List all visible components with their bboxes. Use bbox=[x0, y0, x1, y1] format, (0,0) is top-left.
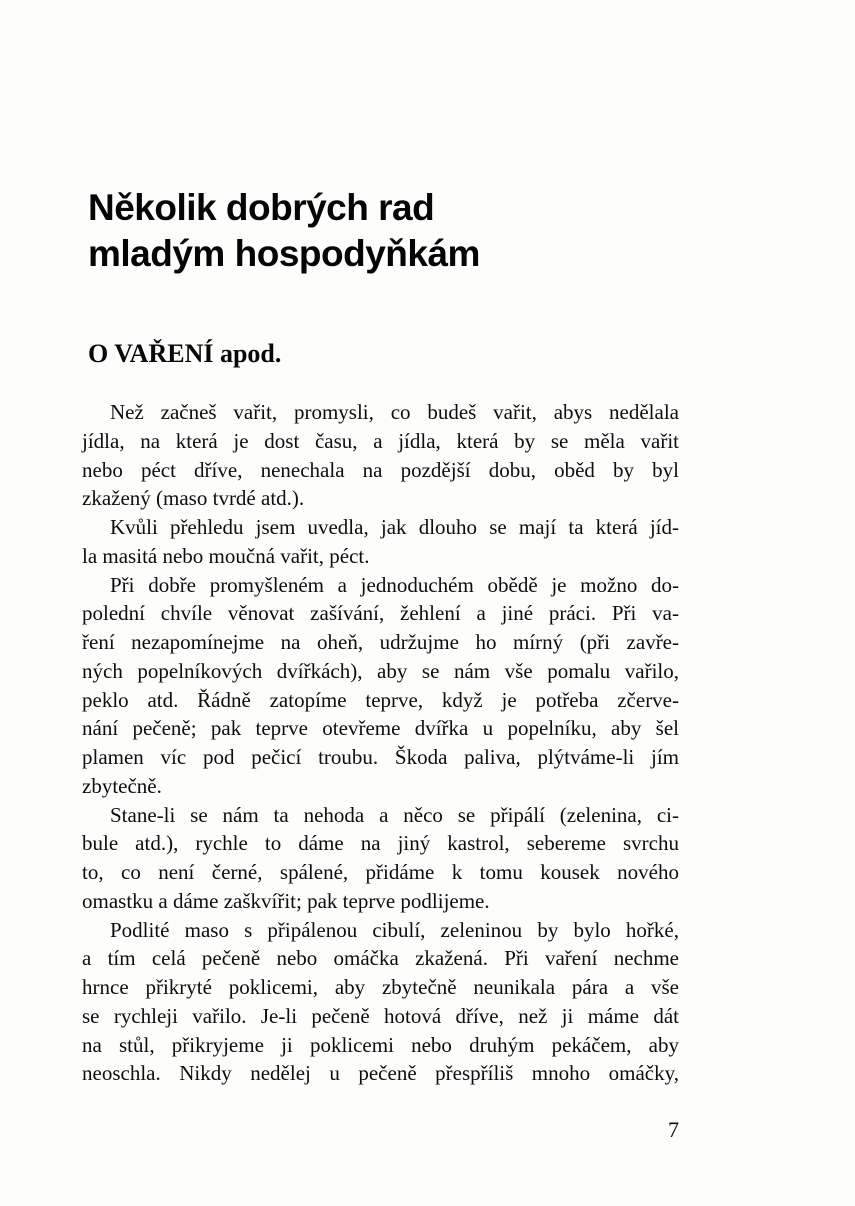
paragraph bbox=[82, 571, 679, 801]
paragraph bbox=[82, 398, 679, 513]
text-line: Podlité maso s připálenou cibulí, zeleninou by bylo hořké, bbox=[110, 917, 679, 942]
page-number: 7 bbox=[668, 1117, 679, 1142]
paragraph bbox=[82, 513, 679, 571]
body-text bbox=[82, 398, 679, 1088]
text-line: se rychleji vařilo. Je-li pečeně hotová dříve, než ji máme dát bbox=[82, 1003, 679, 1028]
text-line: a tím celá pečeně nebo omáčka zkažená. Při vaření nechme bbox=[82, 946, 679, 971]
text-line: Než začneš vařit, promysli, co budeš vařit, abys nedělala bbox=[110, 400, 679, 424]
text-line: Stane-li se nám ta nehoda a něco se připálí (zelenina, ci- bbox=[110, 802, 679, 827]
chapter-title-line-1: Několik dobrých rad bbox=[88, 187, 435, 228]
text-line: omastku a dáme zaškvířit; pak teprve podlijeme. bbox=[82, 888, 490, 913]
section-heading: O VAŘENÍ apod. bbox=[88, 339, 282, 368]
text-line: nání pečeně; pak teprve otevřeme dvířka u popelníku, aby šel bbox=[82, 716, 679, 741]
text-line: polední chvíle věnovat zašívání, žehlení a jiné práci. Při va- bbox=[82, 601, 679, 626]
text-line: ných popelníkových dvířkách), aby se nám vše pomalu vařilo, bbox=[82, 658, 679, 683]
text-line: zbytečně. bbox=[82, 773, 162, 798]
text-line: Kvůli přehledu jsem uvedla, jak dlouho se mají ta která jíd- bbox=[110, 515, 679, 539]
chapter-title bbox=[88, 185, 480, 277]
text-line: ření nezapomínejme na oheň, udržujme ho mírný (při zavře- bbox=[82, 630, 679, 654]
text-line: peklo atd. Řádně zatopíme teprve, když je potřeba zčerve- bbox=[82, 687, 679, 712]
text-line: na stůl, přikryjeme ji poklicemi nebo druhým pekáčem, aby bbox=[82, 1032, 679, 1057]
text-line: jídla, na která je dost času, a jídla, která by se měla vařit bbox=[82, 428, 679, 453]
text-line: zkažený (maso tvrdé atd.). bbox=[82, 486, 305, 511]
text-line: nebo péct dříve, nenechala na pozdější dobu, oběd by byl bbox=[82, 457, 679, 482]
text-line: hrnce přikryté poklicemi, aby zbytečně neunikala pára a vše bbox=[82, 975, 679, 999]
text-line: plamen víc pod pečicí troubu. Škoda paliva, plýtváme-li jím bbox=[82, 745, 679, 769]
text-line: Při dobře promyšleném a jednoduchém obědě je možno do- bbox=[110, 572, 679, 597]
text-line: bule atd.), rychle to dáme na jiný kastrol, sebereme svrchu bbox=[82, 831, 679, 856]
paragraph bbox=[82, 801, 679, 916]
paragraph bbox=[82, 916, 679, 1089]
text-line: to, co není černé, spálené, přidáme k tomu kousek nového bbox=[82, 860, 679, 884]
chapter-title-line-2: mladým hospodyňkám bbox=[88, 233, 480, 274]
text-line: la masitá nebo moučná vařit, péct. bbox=[82, 543, 370, 568]
text-line: neoschla. Nikdy nedělej u pečeně přespříliš mnoho omáčky, bbox=[82, 1061, 679, 1086]
